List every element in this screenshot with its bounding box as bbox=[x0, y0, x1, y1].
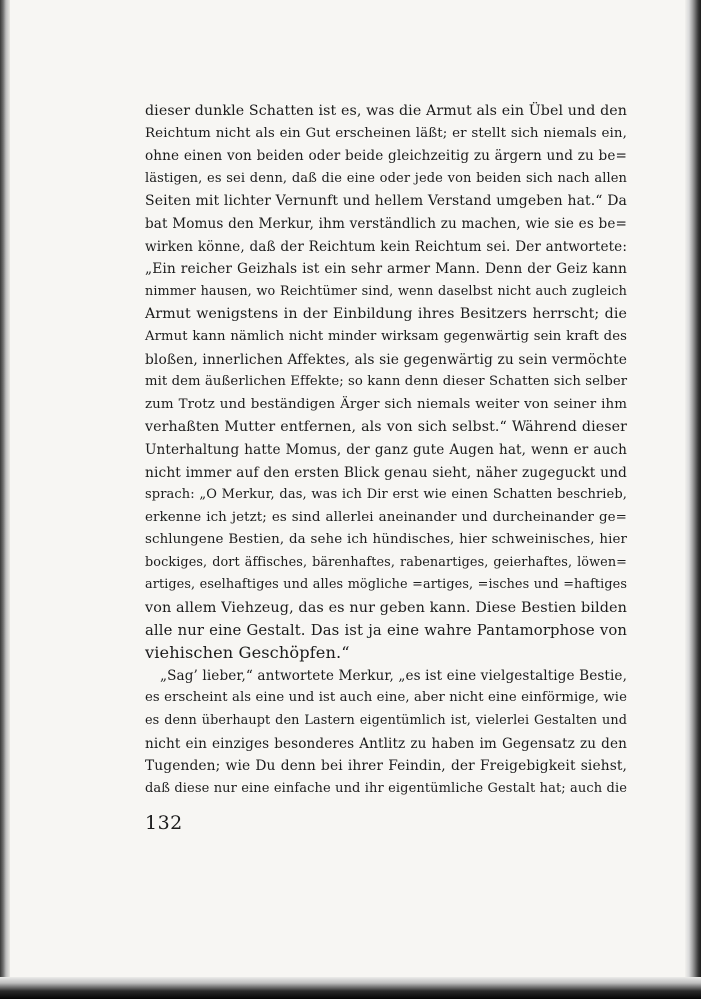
text-line: nicht immer auf den ersten Blick genau sieht, näher zugeguckt und bbox=[145, 464, 627, 481]
text-line: bat Momus den Merkur, ihm verständlich zu machen, wie sie es be= bbox=[145, 215, 627, 232]
text-line: Armut wenigstens in der Einbildung ihres Besitzers herrscht; die bbox=[145, 306, 627, 323]
text-line: „Sag’ lieber,“ antwortete Merkur, „es ist eine vielgestaltige Bestie, bbox=[160, 667, 627, 684]
page-number: 132 bbox=[145, 812, 183, 834]
text-line: nicht ein einziges besonderes Antlitz zu haben im Gegensatz zu den bbox=[145, 735, 627, 752]
text-line: daß diese nur eine einfache und ihr eigentümliche Gestalt hat; auch die bbox=[145, 780, 627, 796]
text-line: es erscheint als eine und ist auch eine, aber nicht eine einförmige, wie bbox=[145, 690, 627, 706]
text-line: erkenne ich jetzt; es sind allerlei aneinander und durcheinander ge= bbox=[145, 509, 627, 525]
text-line: wirken könne, daß der Reichtum kein Reichtum sei. Der antwortete: bbox=[145, 238, 627, 255]
scan-right-edge-shadow bbox=[685, 0, 701, 999]
body-text bbox=[145, 100, 627, 800]
text-line: dieser dunkle Schatten ist es, was die Armut als ein Übel und den bbox=[145, 103, 627, 119]
text-line: von allem Viehzeug, das es nur geben kann. Diese Bestien bilden bbox=[145, 600, 627, 617]
text-line: Tugenden; wie Du denn bei ihrer Feindin, der Freigebigkeit siehst, bbox=[145, 758, 627, 775]
text-line: alle nur eine Gestalt. Das ist ja eine wahre Pantamorphose von bbox=[145, 621, 627, 639]
text-line: nimmer hausen, wo Reichtümer sind, wenn daselbst nicht auch zugleich bbox=[145, 283, 627, 299]
text-line: zum Trotz und beständigen Ärger sich niemals weiter von seiner ihm bbox=[145, 396, 627, 412]
scan-bottom-edge-shadow bbox=[0, 977, 701, 999]
scan-left-edge-shadow bbox=[0, 0, 10, 999]
text-line: mit dem äußerlichen Effekte; so kann denn dieser Schatten sich selber bbox=[145, 374, 628, 390]
text-line: sprach: „O Merkur, das, was ich Dir erst wie einen Schatten beschrieb, bbox=[145, 487, 627, 503]
text-line: lästigen, es sei denn, daß die eine oder jede von beiden sich nach allen bbox=[145, 170, 627, 186]
text-line: viehischen Geschöpfen.“ bbox=[145, 643, 350, 663]
text-line: Seiten mit lichter Vernunft und hellem Verstand umgeben hat.“ Da bbox=[145, 193, 627, 210]
text-line: Unterhaltung hatte Momus, der ganz gute Augen hat, wenn er auch bbox=[145, 441, 627, 458]
text-line: verhaßten Mutter entfernen, als von sich selbst.“ Während dieser bbox=[145, 419, 627, 436]
text-line: bockiges, dort äffisches, bärenhaftes, rabenartiges, geierhaftes, löwen= bbox=[145, 554, 627, 570]
text-line: bloßen, innerlichen Affektes, als sie gegenwärtig zu sein vermöchte bbox=[145, 351, 627, 368]
text-line: Armut kann nämlich nicht minder wirksam gegenwärtig sein kraft des bbox=[145, 328, 627, 344]
text-line: „Ein reicher Geizhals ist ein sehr armer Mann. Denn der Geiz kann bbox=[145, 261, 627, 278]
text-line: artiges, eselhaftiges und alles mögliche =artiges, =isches und =haftiges bbox=[145, 577, 627, 593]
text-line: ohne einen von beiden oder beide gleichzeitig zu ärgern und zu be= bbox=[145, 148, 627, 165]
text-line: Reichtum nicht als ein Gut erscheinen läßt; er stellt sich niemals ein, bbox=[145, 125, 627, 141]
text-line: es denn überhaupt den Lastern eigentümlich ist, vielerlei Gestalten und bbox=[145, 713, 627, 729]
text-line: schlungene Bestien, da sehe ich hündisches, hier schweinisches, hier bbox=[145, 532, 627, 548]
